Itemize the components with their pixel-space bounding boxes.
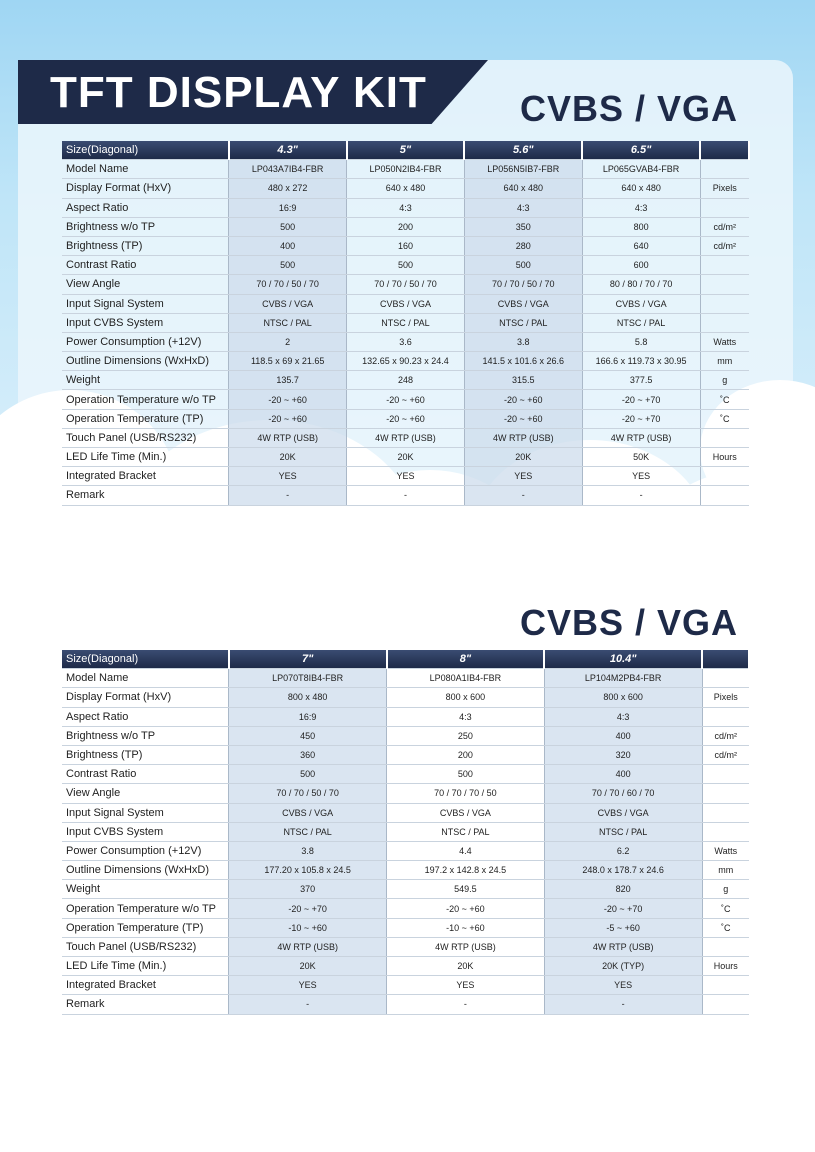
unit-cell: Pixels <box>702 688 749 707</box>
table-cell: 4:3 <box>347 198 465 217</box>
table-cell: -20 ~ +60 <box>347 390 465 409</box>
table-cell: CVBS / VGA <box>582 294 700 313</box>
table-row <box>62 448 749 467</box>
table-row <box>62 937 749 956</box>
table-cell: 350 <box>464 217 582 236</box>
unit-cell <box>702 669 749 688</box>
unit-cell <box>700 467 749 486</box>
table-cell: 4W RTP (USB) <box>464 428 582 447</box>
table-cell: LP050N2IB4-FBR <box>347 160 465 179</box>
table-cell: 315.5 <box>464 371 582 390</box>
table-row <box>62 160 749 179</box>
table-cell: 20K (TYP) <box>544 957 702 976</box>
table-row <box>62 803 749 822</box>
table-cell: 500 <box>229 217 347 236</box>
column-header-unit <box>702 650 749 669</box>
table-row <box>62 669 749 688</box>
header-size-diagonal: Size(Diagonal) <box>62 650 229 669</box>
table-cell: 70 / 70 / 70 / 50 <box>387 784 545 803</box>
table-cell: 450 <box>229 726 387 745</box>
table-cell: 549.5 <box>387 880 545 899</box>
row-label: Brightness (TP) <box>62 745 229 764</box>
unit-cell <box>700 486 749 505</box>
table-cell: 400 <box>229 236 347 255</box>
unit-cell <box>702 822 749 841</box>
table-row <box>62 707 749 726</box>
row-label: Operation Temperature (TP) <box>62 409 229 428</box>
table-row <box>62 822 749 841</box>
spec-table-cvbs-vga-1 <box>62 141 750 506</box>
table-cell: 6.2 <box>544 841 702 860</box>
table-cell: CVBS / VGA <box>387 803 545 822</box>
row-label: View Angle <box>62 784 229 803</box>
section-title-top: CVBS / VGA <box>520 88 739 129</box>
unit-cell <box>702 765 749 784</box>
unit-cell: Hours <box>700 448 749 467</box>
row-label: Aspect Ratio <box>62 198 229 217</box>
table-cell: YES <box>544 976 702 995</box>
table-cell: -10 ~ +60 <box>229 918 387 937</box>
table-cell: - <box>229 995 387 1014</box>
table-cell: -20 ~ +60 <box>229 409 347 428</box>
table-cell: 20K <box>229 957 387 976</box>
spec-table-cvbs-vga-2 <box>62 650 750 1015</box>
column-header: 10.4" <box>544 650 702 669</box>
unit-cell: ˚C <box>702 918 749 937</box>
table-cell: - <box>387 995 545 1014</box>
row-label: View Angle <box>62 275 229 294</box>
table-cell: 4:3 <box>582 198 700 217</box>
row-label: Contrast Ratio <box>62 765 229 784</box>
table-cell: 800 x 600 <box>544 688 702 707</box>
table-cell: 820 <box>544 880 702 899</box>
section-title-bottom: CVBS / VGA <box>520 602 739 643</box>
row-label: Display Format (HxV) <box>62 179 229 198</box>
unit-cell <box>700 294 749 313</box>
row-label: Brightness w/o TP <box>62 217 229 236</box>
row-label: Outline Dimensions (WxHxD) <box>62 861 229 880</box>
table-cell: 400 <box>544 726 702 745</box>
row-label: Model Name <box>62 669 229 688</box>
table-row <box>62 726 749 745</box>
table-row <box>62 688 749 707</box>
table-cell: NTSC / PAL <box>582 313 700 332</box>
table-cell: 640 <box>582 236 700 255</box>
table-cell: 4W RTP (USB) <box>229 428 347 447</box>
table-row <box>62 918 749 937</box>
column-header: 8" <box>387 650 545 669</box>
table-cell: 800 <box>582 217 700 236</box>
unit-cell: ˚C <box>700 390 749 409</box>
unit-cell: ˚C <box>702 899 749 918</box>
column-header: 6.5" <box>582 141 700 160</box>
column-header-unit <box>700 141 749 160</box>
table-cell: YES <box>387 976 545 995</box>
table-row <box>62 390 749 409</box>
table-cell: 800 x 480 <box>229 688 387 707</box>
table-cell: 248 <box>347 371 465 390</box>
table-cell: - <box>544 995 702 1014</box>
row-label: Brightness w/o TP <box>62 726 229 745</box>
table-cell: 377.5 <box>582 371 700 390</box>
table-row <box>62 765 749 784</box>
table-cell: LP056N5IB7-FBR <box>464 160 582 179</box>
table-row <box>62 976 749 995</box>
unit-cell: g <box>700 371 749 390</box>
row-label: Input CVBS System <box>62 313 229 332</box>
table-cell: YES <box>347 467 465 486</box>
table-cell: 141.5 x 101.6 x 26.6 <box>464 352 582 371</box>
table-cell: 4:3 <box>544 707 702 726</box>
table-cell: 3.8 <box>229 841 387 860</box>
table-row <box>62 198 749 217</box>
table-cell: 20K <box>347 448 465 467</box>
table-row <box>62 179 749 198</box>
row-label: Integrated Bracket <box>62 976 229 995</box>
table-cell: 5.8 <box>582 332 700 351</box>
unit-cell: cd/m² <box>700 236 749 255</box>
table-cell: 200 <box>387 745 545 764</box>
row-label: Aspect Ratio <box>62 707 229 726</box>
table-cell: 4W RTP (USB) <box>347 428 465 447</box>
table-row <box>62 371 749 390</box>
table-cell: 250 <box>387 726 545 745</box>
row-label: Contrast Ratio <box>62 256 229 275</box>
row-label: Operation Temperature (TP) <box>62 918 229 937</box>
table-cell: 500 <box>347 256 465 275</box>
table-cell: 248.0 x 178.7 x 24.6 <box>544 861 702 880</box>
table-cell: 2 <box>229 332 347 351</box>
table-cell: CVBS / VGA <box>347 294 465 313</box>
table-row <box>62 236 749 255</box>
table-cell: 197.2 x 142.8 x 24.5 <box>387 861 545 880</box>
table-cell: -20 ~ +70 <box>582 390 700 409</box>
column-header: 4.3" <box>229 141 347 160</box>
column-header: 5.6" <box>464 141 582 160</box>
table-cell: 4:3 <box>464 198 582 217</box>
table-cell: -20 ~ +70 <box>544 899 702 918</box>
row-label: Input CVBS System <box>62 822 229 841</box>
table-cell: 70 / 70 / 60 / 70 <box>544 784 702 803</box>
table-cell: 4W RTP (USB) <box>582 428 700 447</box>
table-cell: -5 ~ +60 <box>544 918 702 937</box>
table-cell: 160 <box>347 236 465 255</box>
row-label: LED Life Time (Min.) <box>62 957 229 976</box>
table-cell: NTSC / PAL <box>464 313 582 332</box>
table-cell: 400 <box>544 765 702 784</box>
table-cell: 70 / 70 / 50 / 70 <box>229 784 387 803</box>
table-cell: -20 ~ +60 <box>229 390 347 409</box>
unit-cell: cd/m² <box>702 745 749 764</box>
table-cell: NTSC / PAL <box>387 822 545 841</box>
table-cell: 640 x 480 <box>582 179 700 198</box>
table-cell: YES <box>229 976 387 995</box>
table-row <box>62 467 749 486</box>
table-cell: YES <box>464 467 582 486</box>
table-cell: 640 x 480 <box>347 179 465 198</box>
table-cell: -20 ~ +60 <box>464 390 582 409</box>
table-cell: NTSC / PAL <box>229 822 387 841</box>
table-cell: 4W RTP (USB) <box>229 937 387 956</box>
row-label: Weight <box>62 880 229 899</box>
table-cell: LP080A1IB4-FBR <box>387 669 545 688</box>
table-cell: LP065GVAB4-FBR <box>582 160 700 179</box>
table-cell: 4.4 <box>387 841 545 860</box>
table-cell: NTSC / PAL <box>544 822 702 841</box>
page-title: TFT DISPLAY KIT <box>50 68 427 117</box>
row-label: Weight <box>62 371 229 390</box>
table-cell: - <box>229 486 347 505</box>
table-cell: 166.6 x 119.73 x 30.95 <box>582 352 700 371</box>
unit-cell <box>700 198 749 217</box>
table-cell: CVBS / VGA <box>544 803 702 822</box>
column-header: 5" <box>347 141 465 160</box>
row-label: Input Signal System <box>62 803 229 822</box>
row-label: Input Signal System <box>62 294 229 313</box>
table-row <box>62 880 749 899</box>
row-label: Outline Dimensions (WxHxD) <box>62 352 229 371</box>
table-cell: CVBS / VGA <box>229 803 387 822</box>
table-row <box>62 861 749 880</box>
table-cell: - <box>464 486 582 505</box>
header-size-diagonal: Size(Diagonal) <box>62 141 229 160</box>
table-cell: NTSC / PAL <box>229 313 347 332</box>
table-row <box>62 352 749 371</box>
table-cell: 20K <box>464 448 582 467</box>
row-label: Operation Temperature w/o TP <box>62 899 229 918</box>
table-row <box>62 409 749 428</box>
table-cell: 132.65 x 90.23 x 24.4 <box>347 352 465 371</box>
table-row <box>62 428 749 447</box>
table-cell: - <box>582 486 700 505</box>
table-cell: 135.7 <box>229 371 347 390</box>
table-cell: 500 <box>229 765 387 784</box>
table-cell: LP070T8IB4-FBR <box>229 669 387 688</box>
table-cell: 177.20 x 105.8 x 24.5 <box>229 861 387 880</box>
row-label: LED Life Time (Min.) <box>62 448 229 467</box>
table-cell: 200 <box>347 217 465 236</box>
unit-cell: mm <box>700 352 749 371</box>
table-cell: CVBS / VGA <box>464 294 582 313</box>
table-cell: YES <box>229 467 347 486</box>
table-cell: CVBS / VGA <box>229 294 347 313</box>
row-label: Display Format (HxV) <box>62 688 229 707</box>
unit-cell <box>700 256 749 275</box>
table-row <box>62 275 749 294</box>
table-cell: -20 ~ +60 <box>387 899 545 918</box>
table-cell: 16:9 <box>229 707 387 726</box>
unit-cell <box>700 160 749 179</box>
table-cell: -20 ~ +60 <box>347 409 465 428</box>
table-cell: NTSC / PAL <box>347 313 465 332</box>
table-row <box>62 294 749 313</box>
row-label: Remark <box>62 486 229 505</box>
row-label: Brightness (TP) <box>62 236 229 255</box>
row-label: Operation Temperature w/o TP <box>62 390 229 409</box>
table-cell: 640 x 480 <box>464 179 582 198</box>
table-cell: 80 / 80 / 70 / 70 <box>582 275 700 294</box>
unit-cell: cd/m² <box>702 726 749 745</box>
row-label: Model Name <box>62 160 229 179</box>
row-label: Power Consumption (+12V) <box>62 332 229 351</box>
table-row <box>62 256 749 275</box>
unit-cell: g <box>702 880 749 899</box>
table-cell: 4:3 <box>387 707 545 726</box>
table-cell: YES <box>582 467 700 486</box>
table-cell: -20 ~ +70 <box>229 899 387 918</box>
unit-cell: Pixels <box>700 179 749 198</box>
table-cell: 3.6 <box>347 332 465 351</box>
unit-cell <box>702 995 749 1014</box>
unit-cell: Watts <box>700 332 749 351</box>
table-row <box>62 217 749 236</box>
table-cell: LP104M2PB4-FBR <box>544 669 702 688</box>
table-cell: 4W RTP (USB) <box>387 937 545 956</box>
table-cell: 320 <box>544 745 702 764</box>
table-cell: 70 / 70 / 50 / 70 <box>347 275 465 294</box>
table-row <box>62 995 749 1014</box>
table-row <box>62 745 749 764</box>
unit-cell <box>700 313 749 332</box>
unit-cell <box>702 707 749 726</box>
table-cell: - <box>347 486 465 505</box>
unit-cell: Watts <box>702 841 749 860</box>
column-header: 7" <box>229 650 387 669</box>
unit-cell <box>700 275 749 294</box>
table-cell: 480 x 272 <box>229 179 347 198</box>
table-cell: 600 <box>582 256 700 275</box>
unit-cell: cd/m² <box>700 217 749 236</box>
unit-cell <box>700 428 749 447</box>
table-cell: 50K <box>582 448 700 467</box>
row-label: Power Consumption (+12V) <box>62 841 229 860</box>
unit-cell <box>702 803 749 822</box>
table-cell: 500 <box>464 256 582 275</box>
table-row <box>62 841 749 860</box>
table-cell: 280 <box>464 236 582 255</box>
table-cell: -20 ~ +60 <box>464 409 582 428</box>
table-cell: 118.5 x 69 x 21.65 <box>229 352 347 371</box>
table-row <box>62 899 749 918</box>
row-label: Remark <box>62 995 229 1014</box>
row-label: Touch Panel (USB/RS232) <box>62 937 229 956</box>
table-cell: 3.8 <box>464 332 582 351</box>
unit-cell <box>702 976 749 995</box>
unit-cell <box>702 784 749 803</box>
table-cell: 70 / 70 / 50 / 70 <box>464 275 582 294</box>
table-cell: 4W RTP (USB) <box>544 937 702 956</box>
table-cell: 16:9 <box>229 198 347 217</box>
row-label: Touch Panel (USB/RS232) <box>62 428 229 447</box>
row-label: Integrated Bracket <box>62 467 229 486</box>
table-row <box>62 313 749 332</box>
unit-cell: Hours <box>702 957 749 976</box>
table-cell: 500 <box>229 256 347 275</box>
table-row <box>62 332 749 351</box>
unit-cell: mm <box>702 861 749 880</box>
unit-cell <box>702 937 749 956</box>
table-row <box>62 784 749 803</box>
table-cell: 370 <box>229 880 387 899</box>
table-cell: 360 <box>229 745 387 764</box>
table-cell: LP043A7IB4-FBR <box>229 160 347 179</box>
table-row <box>62 486 749 505</box>
unit-cell: ˚C <box>700 409 749 428</box>
table-cell: 20K <box>387 957 545 976</box>
table-cell: 500 <box>387 765 545 784</box>
table-cell: -20 ~ +70 <box>582 409 700 428</box>
table-row <box>62 957 749 976</box>
table-cell: -10 ~ +60 <box>387 918 545 937</box>
table-cell: 20K <box>229 448 347 467</box>
table-cell: 800 x 600 <box>387 688 545 707</box>
table-cell: 70 / 70 / 50 / 70 <box>229 275 347 294</box>
